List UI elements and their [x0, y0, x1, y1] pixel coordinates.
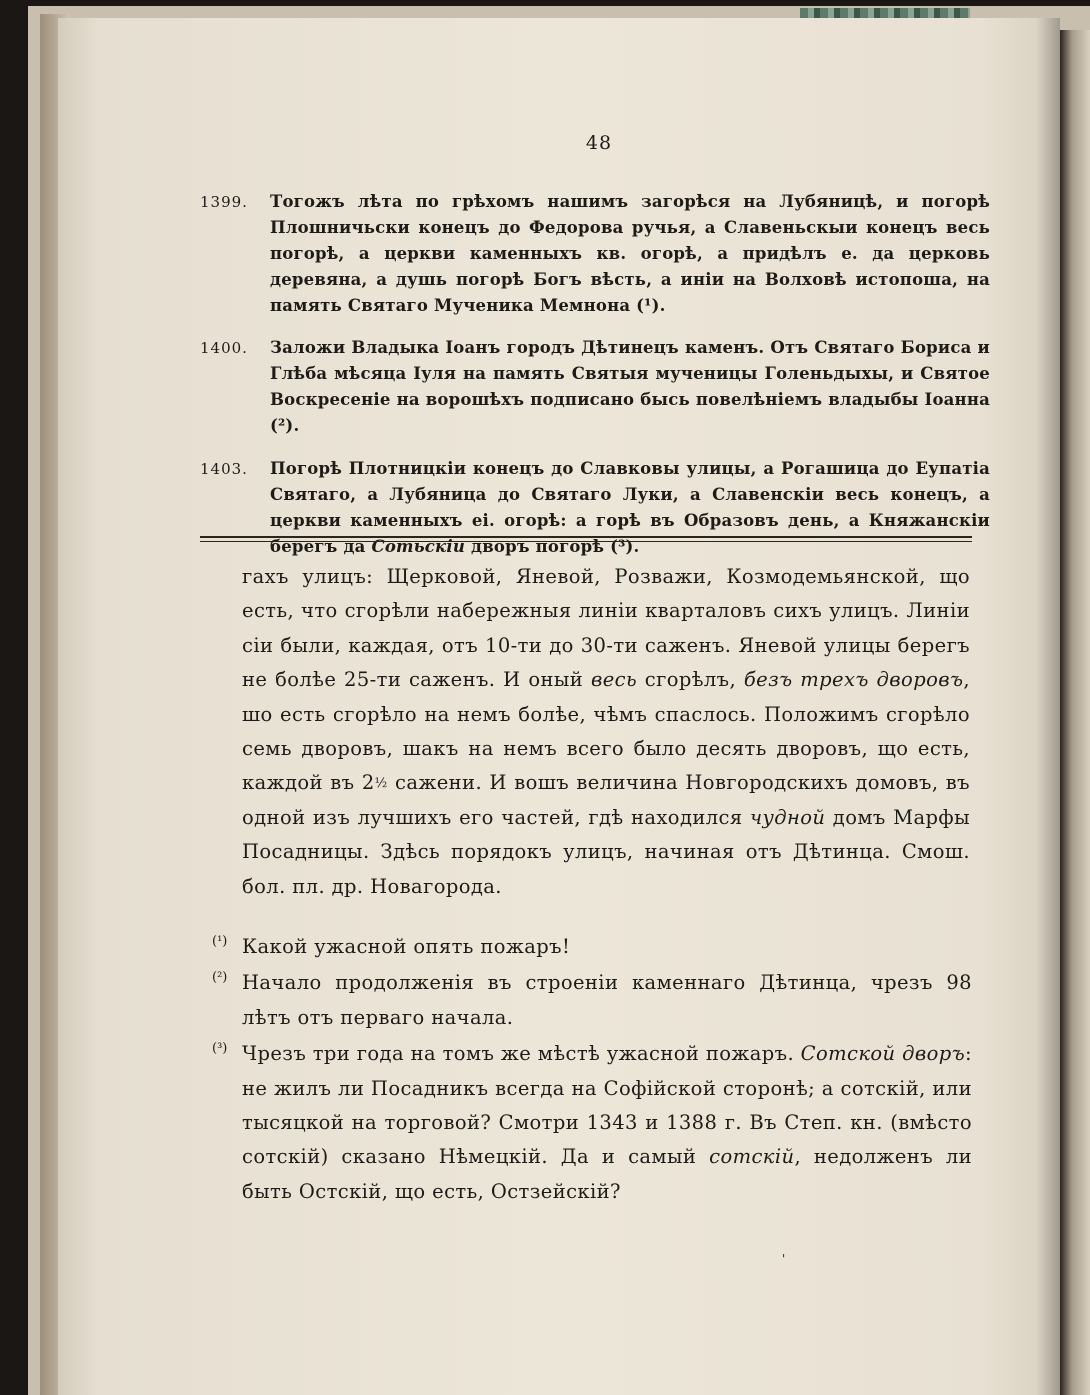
ink-mark: ': [782, 1252, 786, 1266]
footnote-marker: (³): [212, 1041, 228, 1057]
chronicle-entry: [200, 189, 990, 319]
footnotes: [212, 930, 972, 1211]
footnote-text-part: : не жилъ ли Посадникъ всегда на Софійской сторонѣ; а сотскій, или тысяцкой на торговой? Смотри 1343 и 1388 г. Въ Степ. кн. (вмѣсто сотскій) сказано Нѣмецкій. Да и самый: [242, 1042, 972, 1169]
chronicle-entry: [200, 335, 990, 439]
italic-phrase: сотскій: [709, 1145, 795, 1169]
page-shadow: [1036, 18, 1060, 1395]
commentary-text: , шо есть сгорѣло на немъ болѣе, чѣмъ спаслось. Положимъ сгорѣло семь дворовъ, шакъ на немъ всего было десять дворовъ, що есть, каждой въ 2: [242, 668, 970, 795]
commentary-paragraph: [242, 560, 970, 904]
footnote-text: Какой ужасной опять пожаръ!: [242, 935, 571, 958]
entry-text-part: дворъ погорѣ (³).: [471, 536, 640, 556]
footnote-marker: (²): [212, 970, 228, 986]
commentary-text: домъ Марфы Посадницы. Здѣсь порядокъ улицъ, начиная отъ Дѣтинца. Смош. бол. пл. др. Новагорода.: [242, 805, 970, 898]
footnote: [212, 966, 972, 1035]
entry-year: 1400.: [200, 339, 248, 357]
entry-year: 1403.: [200, 459, 248, 478]
footnote-marker: (¹): [212, 934, 228, 949]
entry-year: 1399.: [200, 192, 248, 211]
footnote: [212, 1037, 972, 1209]
italic-phrase: чудной: [750, 805, 826, 829]
footnote-text-part: Чрезъ три года на томъ же мѣстѣ ужасной пожаръ.: [242, 1042, 795, 1066]
commentary-text: гахъ улицъ: Щерковой, Яневой, Розважи, Козмодемьянской, що есть, что сгорѣли набережныя линіи кварталовъ сихъ улицъ. Линіи сіи были, каждая, отъ 10-ти до 30-ти саженъ. Яневой улицы берегъ не болѣе 25-ти саженъ. И оный: [242, 565, 970, 692]
separator-rule: [200, 536, 972, 538]
commentary-body: [242, 560, 970, 904]
commentary-text: сгорѣлъ,: [644, 668, 737, 692]
fraction: ½: [374, 776, 388, 792]
chronicle-excerpt: [200, 172, 990, 576]
entry-text: Тогожъ лѣта по грѣхомъ нашимъ загорѣся на Лубяницѣ, и погорѣ Плошничьски конецъ до Федорова ручья, а Славеньскыи конецъ весь погорѣ, а церкви каменныхъ кв. огорѣ, а придѣлъ е. да церковь деревяна, а душь погорѣ Богъ вѣсть, а иніи на Волховѣ истопоша, на память Святаго Мученика Мемнона (¹).: [270, 191, 990, 315]
book-gutter: [1060, 30, 1090, 1395]
page-number: 48: [585, 132, 613, 154]
italic-word: Сотьскіи: [371, 536, 466, 556]
italic-phrase: Сотской дворъ: [800, 1042, 966, 1066]
footnote-text: Начало продолженія въ строеніи каменнаго Дѣтинца, чрезъ 98 лѣтъ отъ перваго начала.: [242, 971, 972, 1029]
chronicle-entry: [200, 456, 990, 560]
entry-text-part: Погорѣ Плотницкіи конецъ до Славковы улицы, а Рогашица до Еупатіа Святаго, а Лубяница до Святаго Луки, а Славенскіи весь конецъ, а церкви каменныхъ еі. огорѣ: а горѣ въ Образовъ день, а Княжанскіи берегъ да: [270, 458, 990, 556]
footnote: [212, 930, 972, 964]
italic-phrase: весь: [590, 668, 637, 692]
footnote-text: [242, 1037, 972, 1209]
entry-text: Заложи Владыка Іоанъ городъ Дѣтинецъ каменъ. Отъ Святаго Бориса и Глѣба мѣсяца Іуля на память Святыя мученицы Голеньдыхы, и Святое Воскресеніе на ворошѣхъ подписано бысь повелѣніемъ владыбы Іоанна (²).: [270, 338, 990, 435]
separator-rule: [200, 541, 972, 542]
italic-phrase: безъ трехъ дворовъ: [743, 668, 964, 692]
commentary-text: сажени. И вошъ величина Новгородскихъ домовъ, въ одной изъ лучшихъ его частей, гдѣ находился: [242, 771, 970, 829]
footnote-text-part: , недолженъ ли быть Остскій, що есть, Остзейскій?: [242, 1145, 972, 1203]
entry-text: [270, 456, 990, 560]
